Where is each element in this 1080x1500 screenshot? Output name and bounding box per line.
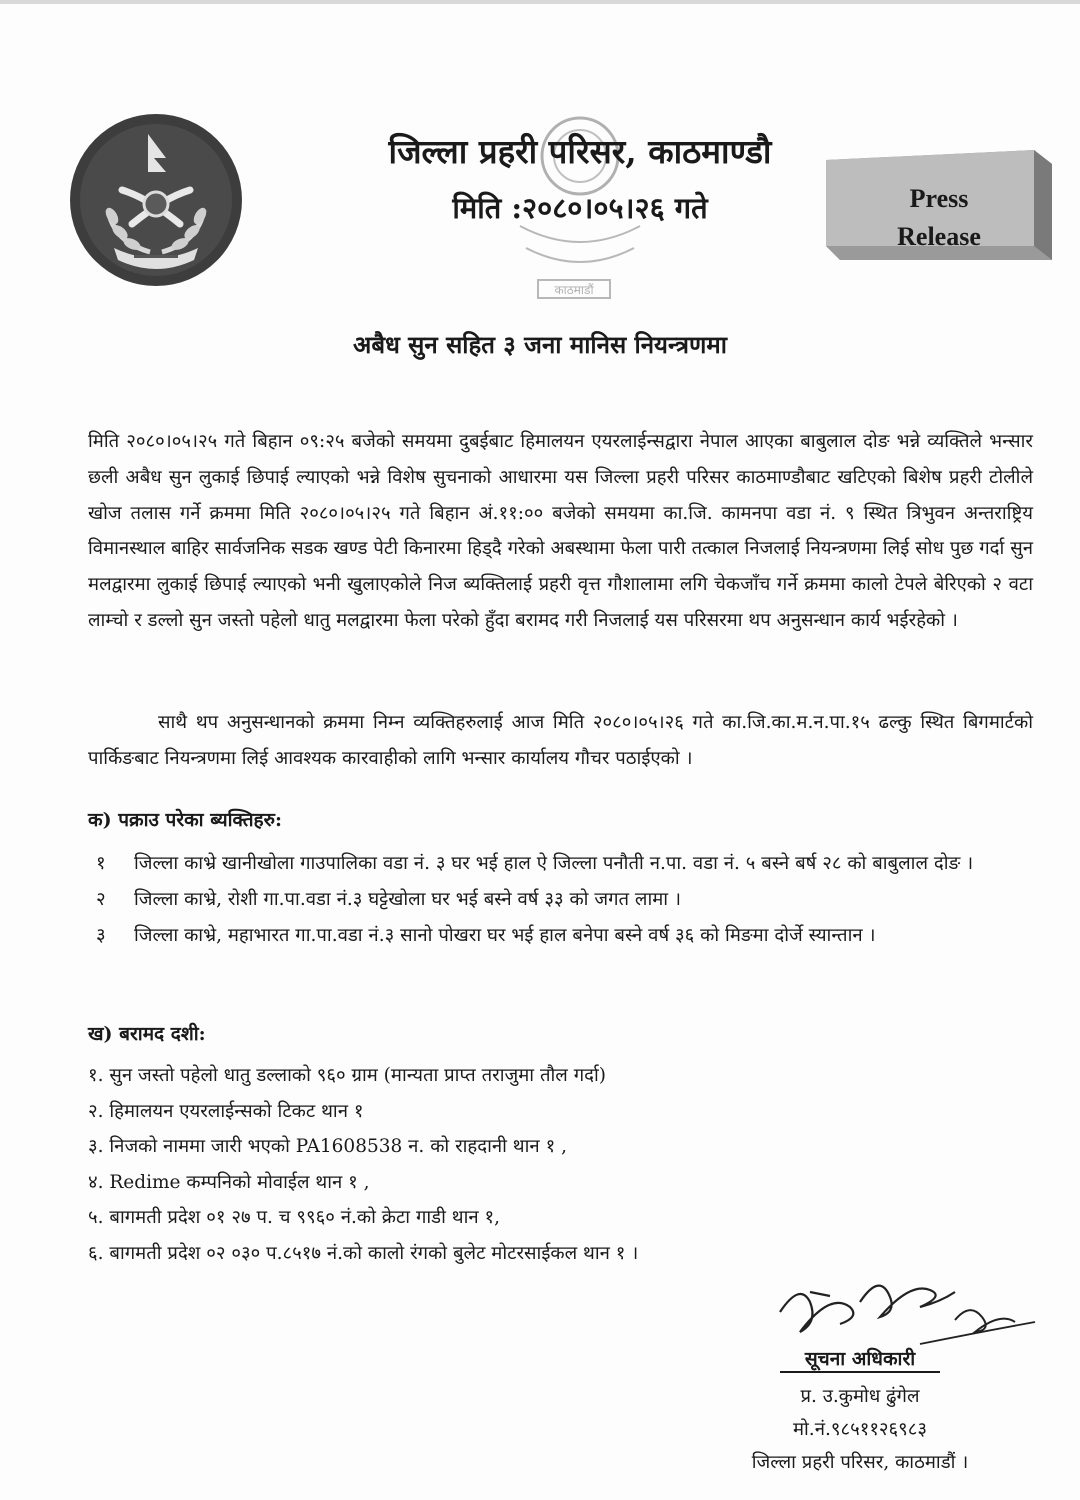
headline: अबैध सुन सहित ३ जना मानिस नियन्त्रणमा	[353, 330, 727, 359]
list-number: २	[96, 888, 106, 910]
list-number: १	[96, 853, 106, 874]
list-item: २. हिमालयन एयरलाईन्सको टिकट थान १	[88, 1100, 364, 1122]
list-item: ६. बागमती प्रदेश ०२ ०३० प.८५१७ नं.को कालो रंगको बुलेट मोटरसाईकल थान १ ।	[88, 1242, 639, 1264]
list-item	[88, 846, 1033, 882]
stamp-text: काठमाडौं	[554, 283, 594, 297]
arrested-list	[88, 846, 1033, 953]
list-number: ३	[96, 924, 106, 946]
signatory-name: प्र. उ.कुमोध ढुंगेल	[800, 1386, 920, 1407]
body-paragraph-1: मिति २०८०।०५।२५ गते बिहान ०९:२५ बजेको समयमा दुबईबाट हिमालयन एयरलाईन्सद्वारा नेपाल आएका बाबुलाल दोङ भन्ने व्यक्तिले भन्सार छली अबैध सुन लुकाई छिपाई ल्याएको भन्ने विशेष सुचनाको आधारमा यस जिल्ला प्रहरी परिसर काठमाण्डौबाट खटिएको बिशेष प्रहरी टोलीले खोज तलास गर्ने क्रममा मिति २०८०।०५।२५ गते बिहान अं.११:०० बजेको समयमा का.जि. कामनपा वडा नं. ९ स्थित त्रिभुवन अन्तराष्ट्रिय विमानस्थाल बाहिर सार्वजनिक सडक खण्ड पेटी किनारमा हिड्दै गरेको अबस्थामा फेला पारी तत्काल निजलाई नियन्त्रणमा लिई सोध पुछ गर्दा सुन मलद्वारमा लुकाई छिपाई ल्याएको भनी खुलाएकोले निज ब्यक्तिलाई प्रहरी वृत्त गौशालामा लगि चेकजाँच गर्ने क्रममा कालो टेपले बेरिएको २ वटा लाम्चो र डल्लो सुन जस्तो पहेलो धातु मलद्वारमा फेला परेको हुँदा बरामद गरी निजलाई यस परिसरमा थप अनुसन्धान कार्य भईरहेको ।	[88, 431, 1033, 631]
press-label-line2: Release	[897, 221, 981, 251]
seized-list	[88, 1058, 988, 1272]
office-title: जिल्ला प्रहरी परिसर, काठमाण्डौ	[388, 132, 772, 171]
press-release-label	[826, 180, 1052, 255]
list-text: जिल्ला काभ्रे, महाभारत गा.पा.वडा नं.३ सानो पोखरा घर भई हाल बनेपा बस्ने वर्ष ३६ को मिङमा दोर्जे स्यान्तान ।	[134, 924, 876, 946]
list-text: जिल्ला काभ्रे खानीखोला गाउपालिका वडा नं. ३ घर भई हाल ऐ जिल्ला पनौती न.पा. वडा नं. ५ बस्ने बर्ष २८ को बाबुलाल दोङ ।	[134, 853, 974, 874]
signatory-details	[700, 1380, 1020, 1479]
list-item	[88, 882, 1033, 918]
signatory-title: सूचना अधिकारी	[804, 1348, 916, 1370]
list-item	[88, 918, 1033, 954]
handwritten-signature	[770, 1262, 1040, 1352]
signatory-underline	[780, 1371, 940, 1373]
press-label-line1: Press	[909, 184, 969, 213]
list-item: ३. निजको नाममा जारी भएको PA1608538 न. को राहदानी थान १ ,	[88, 1136, 567, 1158]
list-item: ५. बागमती प्रदेश ०१ २७ प. च ९९६० नं.को क्रेटा गाडी थान १,	[88, 1207, 501, 1229]
list-text: जिल्ला काभ्रे, रोशी गा.पा.वडा नं.३ घट्टेखोला घर भई बस्ने वर्ष ३३ को जगत लामा ।	[134, 888, 681, 910]
nepal-police-logo-icon	[68, 112, 244, 288]
body-paragraph-2: साथै थप अनुसन्धानको क्रममा निम्न व्यक्तिहरुलाई आज मिति २०८०।०५।२६ गते का.जि.का.म.न.पा.१५ ढल्कु स्थित बिगमार्टको पार्किङबाट नियन्त्रणमा लिई आवश्यक कारवाहीको लागि भन्सार कार्यालय गौचर पठाईएको ।	[88, 712, 1033, 769]
signatory-phone: मो.नं.९८५११२६९८३	[792, 1419, 928, 1440]
list-item: ४. Redime कम्पनिको मोवाईल थान १ ,	[88, 1171, 370, 1193]
seized-heading: ख) बरामद दशी:	[88, 1023, 206, 1045]
scan-edge	[0, 0, 1080, 4]
arrested-heading: क) पक्राउ परेका ब्यक्तिहरु:	[88, 809, 283, 831]
list-item: १. सुन जस्तो पहेलो धातु डल्लाको ९६० ग्राम (मान्यता प्राप्त तराजुमा तौल गर्दा)	[88, 1065, 606, 1086]
signatory-office: जिल्ला प्रहरी परिसर, काठमाडौं ।	[751, 1452, 969, 1473]
release-date: मिति :२०८०।०५।२६ गते	[452, 191, 708, 225]
